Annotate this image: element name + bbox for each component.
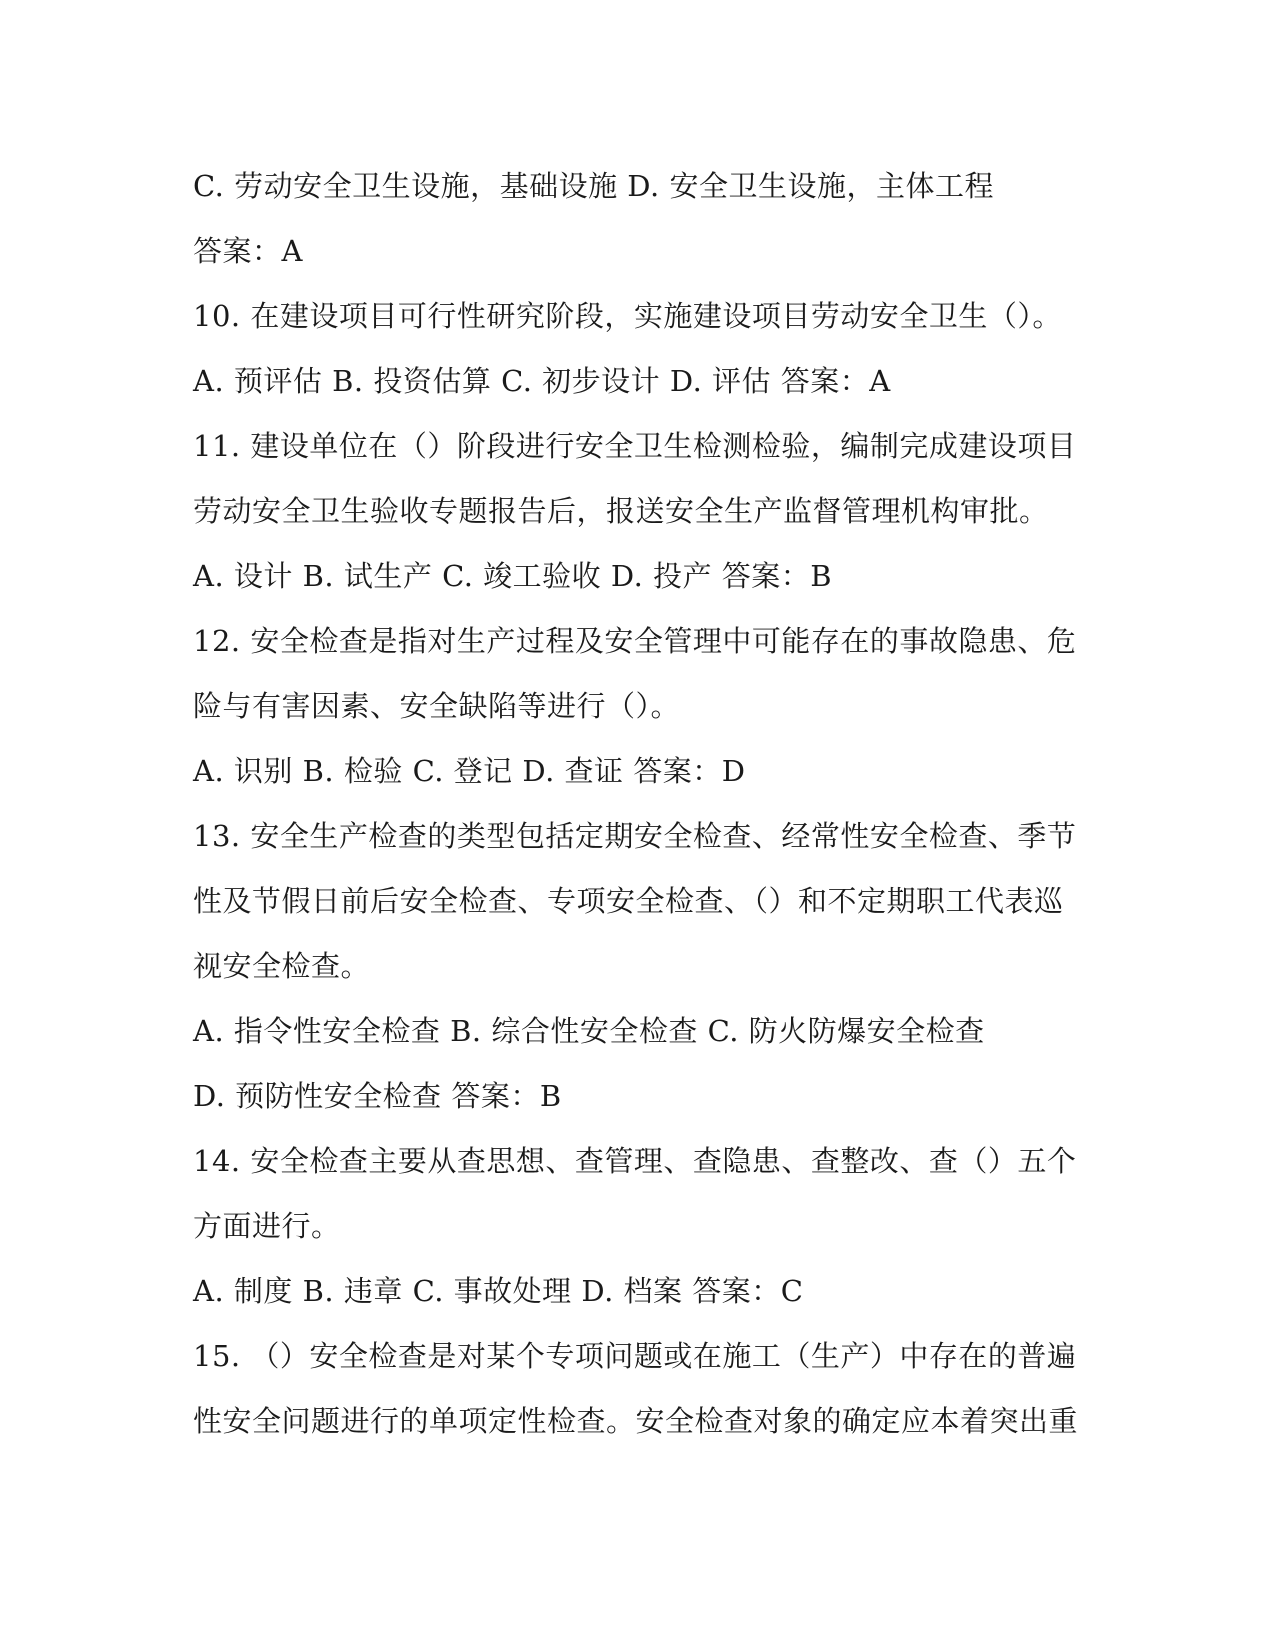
question-10: 10. 在建设项目可行性研究阶段，实施建设项目劳动安全卫生（）。 (193, 299, 1062, 333)
question-12-cont: 险与有害因素、安全缺陷等进行（）。 (193, 689, 681, 723)
question-11-cont: 劳动安全卫生验收专题报告后，报送安全生产监督管理机构审批。 (193, 494, 1049, 528)
options-13-cont: D. 预防性安全检查 答案：B (193, 1079, 562, 1113)
question-15: 15. （）安全检查是对某个专项问题或在施工（生产）中存在的普遍 (193, 1339, 1077, 1373)
options-14: A. 制度 B. 违章 C. 事故处理 D. 档案 答案：C (193, 1274, 804, 1308)
options-13: A. 指令性安全检查 B. 综合性安全检查 C. 防火防爆安全检查 (193, 1014, 985, 1048)
question-13-cont: 性及节假日前后安全检查、专项安全检查、（）和不定期职工代表巡 (193, 884, 1064, 918)
text-line: C. 劳动安全卫生设施，基础设施 D. 安全卫生设施，主体工程 (193, 169, 994, 203)
answer-line: 答案：A (193, 234, 303, 268)
document-body (193, 154, 1079, 1454)
question-13-cont2: 视安全检查。 (193, 949, 371, 983)
question-12: 12. 安全检查是指对生产过程及安全管理中可能存在的事故隐患、危 (193, 624, 1077, 658)
question-13: 13. 安全生产检查的类型包括定期安全检查、经常性安全检查、季节 (193, 819, 1077, 853)
options-11: A. 设计 B. 试生产 C. 竣工验收 D. 投产 答案：B (193, 559, 833, 593)
question-15-cont: 性安全问题进行的单项定性检查。安全检查对象的确定应本着突出重 (193, 1404, 1079, 1438)
question-11: 11. 建设单位在（）阶段进行安全卫生检测检验，编制完成建设项目 (193, 429, 1077, 463)
options-12: A. 识别 B. 检验 C. 登记 D. 查证 答案：D (193, 754, 746, 788)
question-14: 14. 安全检查主要从查思想、查管理、查隐患、查整改、查（）五个 (193, 1144, 1077, 1178)
question-14-cont: 方面进行。 (193, 1209, 341, 1243)
options-10: A. 预评估 B. 投资估算 C. 初步设计 D. 评估 答案：A (193, 364, 891, 398)
